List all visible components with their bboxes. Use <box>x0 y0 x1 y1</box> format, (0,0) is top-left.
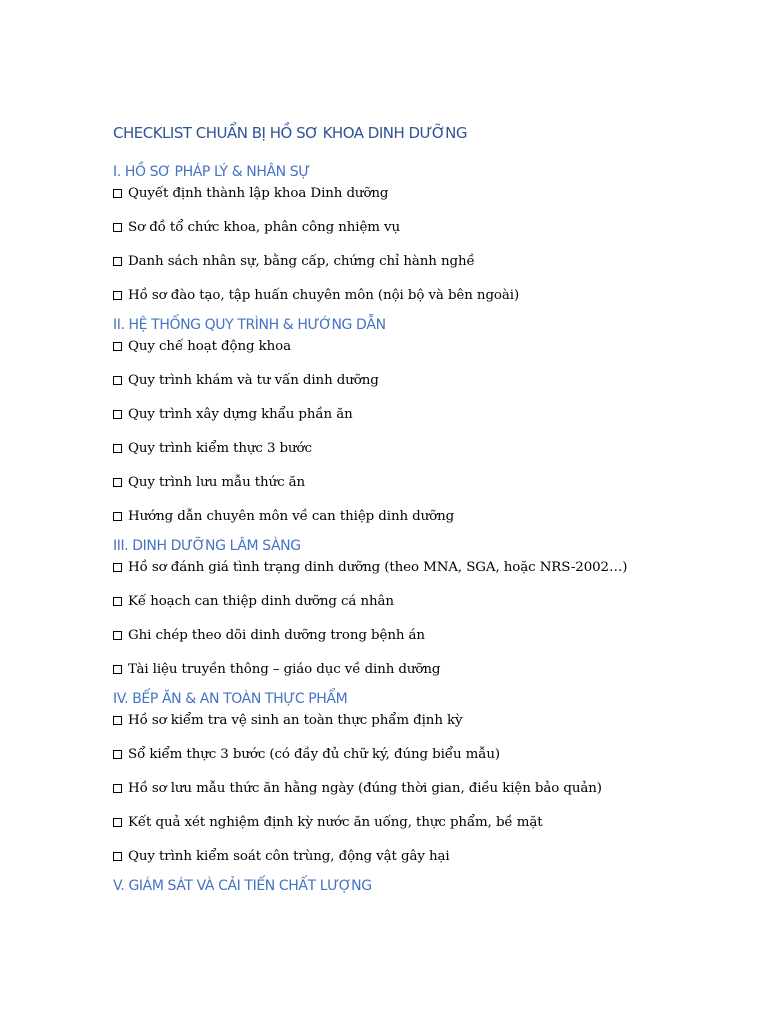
checklist-item-label: Hướng dẫn chuyên môn về can thiệp dinh dưỡng <box>128 509 455 524</box>
checklist-item <box>113 506 733 531</box>
checkbox-icon[interactable] <box>113 818 122 827</box>
checkbox-icon[interactable] <box>113 410 122 419</box>
checklist-items <box>113 336 733 531</box>
checklist-item <box>113 846 733 871</box>
checklist-item-label: Quyết định thành lập khoa Dinh dưỡng <box>128 186 389 201</box>
checklist-item <box>113 472 733 506</box>
checkbox-icon[interactable] <box>113 852 122 861</box>
checkbox-icon[interactable] <box>113 444 122 453</box>
checkbox-icon[interactable] <box>113 257 122 266</box>
checklist-items <box>113 183 733 310</box>
checklist-item <box>113 591 733 625</box>
checklist-item-label: Danh sách nhân sự, bằng cấp, chứng chỉ hành nghề <box>128 254 475 269</box>
checklist-item <box>113 404 733 438</box>
checklist-item-label: Quy trình khám và tư vấn dinh dưỡng <box>128 373 379 388</box>
checkbox-icon[interactable] <box>113 750 122 759</box>
checklist-item <box>113 183 733 217</box>
checklist-section <box>113 536 733 684</box>
checklist-item <box>113 710 733 744</box>
checklist-item-label: Kết quả xét nghiệm định kỳ nước ăn uống, thực phẩm, bề mặt <box>128 815 543 830</box>
checklist-item <box>113 438 733 472</box>
checklist-item-label: Quy trình kiểm soát côn trùng, động vật gây hại <box>128 849 450 864</box>
checkbox-icon[interactable] <box>113 223 122 232</box>
checklist-item <box>113 370 733 404</box>
checklist-section <box>113 315 733 531</box>
checkbox-icon[interactable] <box>113 631 122 640</box>
checklist-item <box>113 217 733 251</box>
checklist-item-label: Sơ đồ tổ chức khoa, phân công nhiệm vụ <box>128 220 401 235</box>
checklist-item-label: Quy trình kiểm thực 3 bước <box>128 441 312 456</box>
checklist-item <box>113 778 733 812</box>
section-heading: IV. BẾP ĂN & AN TOÀN THỰC PHẨM <box>113 691 348 707</box>
checklist-item-label: Ghi chép theo dõi dinh dưỡng trong bệnh án <box>128 628 425 643</box>
section-heading: III. DINH DƯỠNG LÂM SÀNG <box>113 538 301 554</box>
checklist-item <box>113 659 733 684</box>
checklist-item-label: Hồ sơ đào tạo, tập huấn chuyên môn (nội bộ và bên ngoài) <box>128 288 520 303</box>
checklist-items <box>113 557 733 684</box>
checkbox-icon[interactable] <box>113 784 122 793</box>
checklist-item-label: Sổ kiểm thực 3 bước (có đầy đủ chữ ký, đúng biểu mẫu) <box>128 747 500 762</box>
checklist-item <box>113 285 733 310</box>
document-title: CHECKLIST CHUẨN BỊ HỒ SƠ KHOA DINH DƯỠNG <box>113 124 467 142</box>
checkbox-icon[interactable] <box>113 291 122 300</box>
checkbox-icon[interactable] <box>113 512 122 521</box>
checkbox-icon[interactable] <box>113 478 122 487</box>
checklist-section <box>113 689 733 871</box>
section-heading: I. HỒ SƠ PHÁP LÝ & NHÂN SỰ <box>113 164 310 180</box>
checklist-section <box>113 876 733 897</box>
checklist-item-label: Hồ sơ kiểm tra vệ sinh an toàn thực phẩm định kỳ <box>128 713 463 728</box>
checklist-item <box>113 744 733 778</box>
checkbox-icon[interactable] <box>113 563 122 572</box>
checklist-item <box>113 336 733 370</box>
checkbox-icon[interactable] <box>113 716 122 725</box>
checklist-sections <box>113 162 733 902</box>
checklist-item <box>113 557 733 591</box>
checkbox-icon[interactable] <box>113 376 122 385</box>
checkbox-icon[interactable] <box>113 665 122 674</box>
checklist-section <box>113 162 733 310</box>
checklist-item-label: Quy trình xây dựng khẩu phần ăn <box>128 407 353 422</box>
checklist-item <box>113 251 733 285</box>
checkbox-icon[interactable] <box>113 189 122 198</box>
checklist-item-label: Hồ sơ lưu mẫu thức ăn hằng ngày (đúng thời gian, điều kiện bảo quản) <box>128 781 602 796</box>
checklist-items <box>113 710 733 871</box>
checkbox-icon[interactable] <box>113 597 122 606</box>
section-heading: II. HỆ THỐNG QUY TRÌNH & HƯỚNG DẪN <box>113 317 386 333</box>
checkbox-icon[interactable] <box>113 342 122 351</box>
section-heading: V. GIÁM SÁT VÀ CẢI TIẾN CHẤT LƯỢNG <box>113 878 372 894</box>
checklist-item-label: Kế hoạch can thiệp dinh dưỡng cá nhân <box>128 594 394 609</box>
checklist-item-label: Quy trình lưu mẫu thức ăn <box>128 475 306 490</box>
checklist-item-label: Tài liệu truyền thông – giáo dục về dinh dưỡng <box>128 662 441 677</box>
checklist-item-label: Quy chế hoạt động khoa <box>128 339 292 354</box>
checklist-item <box>113 625 733 659</box>
checklist-item <box>113 812 733 846</box>
checklist-item-label: Hồ sơ đánh giá tình trạng dinh dưỡng (theo MNA, SGA, hoặc NRS-2002…) <box>128 560 628 575</box>
